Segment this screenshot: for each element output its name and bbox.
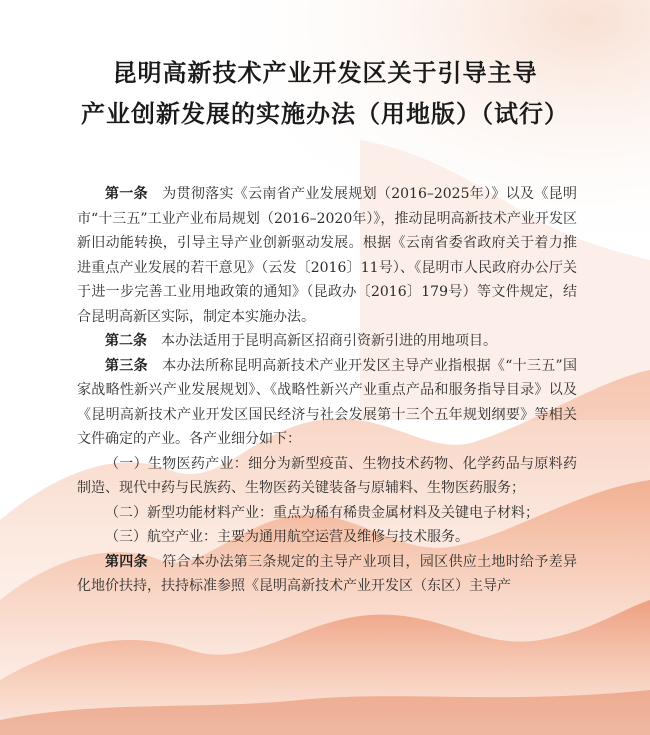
list-item-materials (77, 501, 577, 526)
article-text: 本办法适用于昆明高新区招商引资新引进的用地项目。 (161, 333, 497, 349)
list-item-aviation (77, 525, 577, 550)
article-text: 本办法所称昆明高新技术产业开发区主导产业指根据《“十三五”国家战略性新兴产业发展规划》、《战略性新兴产业重点产品和服务指导目录》以及《昆明高新技术产业开发区国民经济与社会发展第十三个五年规划纲要》等相关文件确定的产业。各产业细分如下： (77, 357, 577, 447)
document-title-line-2: 产业创新发展的实施办法（用地版）（试行） (81, 100, 569, 128)
article-text: 符合本办法第三条规定的主导产业项目，园区供应土地时给予差异化地价扶持，扶持标准参照《昆明高新技术产业开发区（东区）主导产 (77, 553, 577, 594)
document-body (77, 182, 577, 599)
list-item-text: （三）航空产业：主要为通用航空运营及维修与技术服务。 (105, 529, 469, 545)
article-text: 为贯彻落实《云南省产业发展规划（2016–2025年）》以及《昆明市“十三五”工业产业布局规划（2016–2020年）》，推动昆明高新技术产业开发区新旧动能转换，引导主导产业创新驱动发展。根据《云南省委省政府关于着力推进重点产业发展的若干意见》（云发〔2016〕11号）、《昆明市人民政府办公厅关于进一步完善工业用地政策的通知》（昆政办〔2016〕179号）等文件规定，结合昆明高新区实际，制定本实施办法。 (77, 186, 577, 325)
article-number: 第一条 (105, 186, 148, 202)
list-item-text: （二）新型功能材料产业：重点为稀有稀贵金属材料及关键电子材料； (105, 504, 539, 521)
article-4-paragraph (77, 550, 577, 599)
list-item-biomedicine (77, 452, 577, 501)
article-number: 第二条 (105, 333, 147, 349)
article-1-paragraph (77, 182, 577, 329)
list-item-text: （一）生物医药产业：细分为新型疫苗、生物技术药物、化学药品与原料药制造、现代中药与民族药、生物医药关键装备与原辅料、生物医药服务； (77, 455, 577, 496)
article-2-paragraph (77, 329, 577, 354)
article-3-paragraph (77, 354, 577, 452)
document-title-line-1: 昆明高新技术产业开发区关于引导主导 (112, 59, 538, 87)
article-number: 第四条 (105, 553, 148, 570)
article-number: 第三条 (105, 357, 148, 374)
